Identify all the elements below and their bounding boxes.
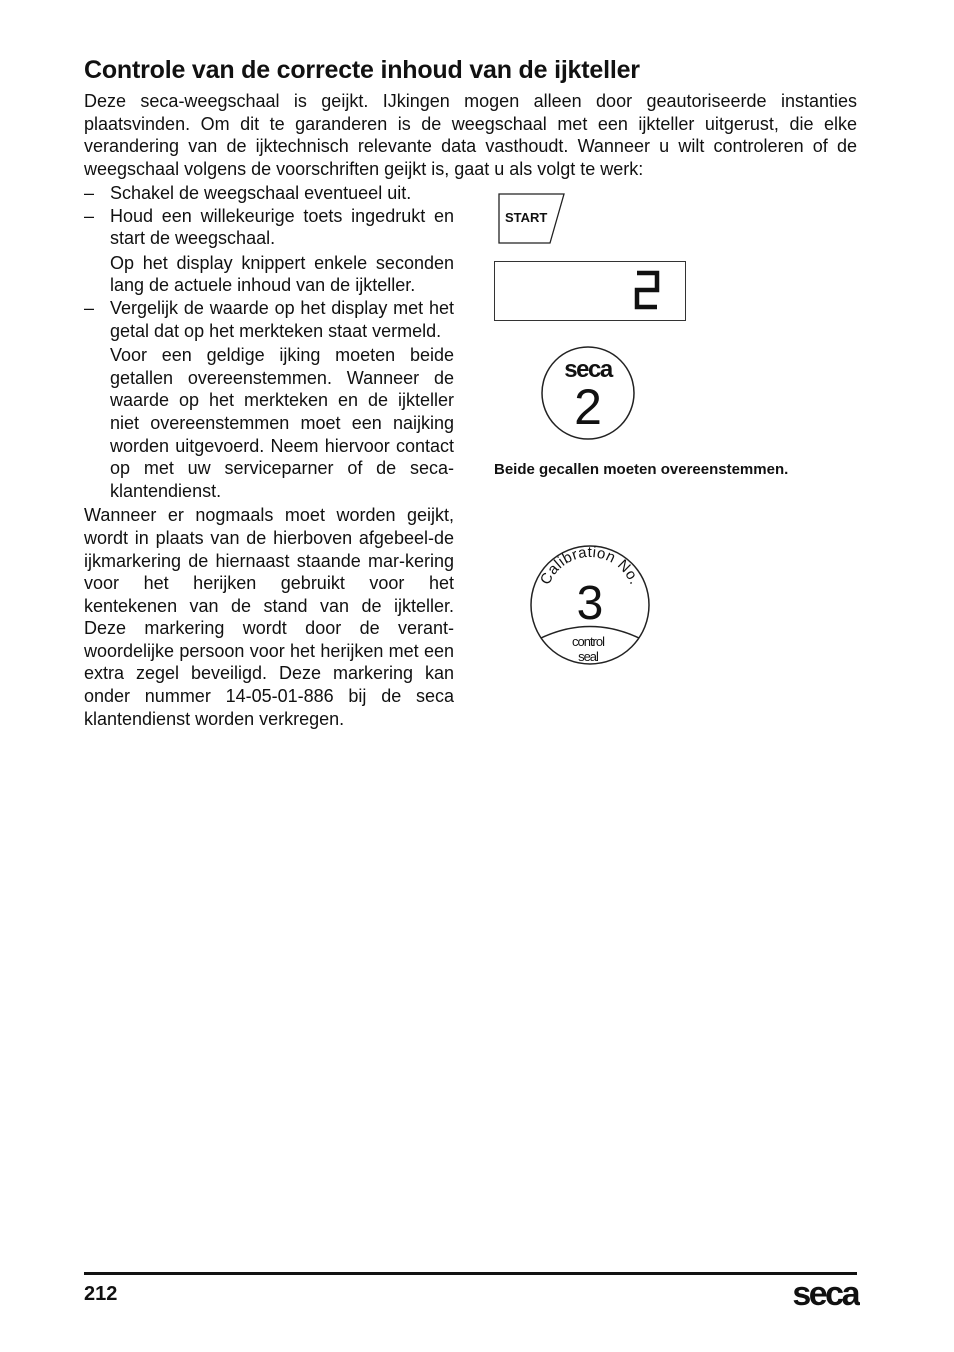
seal-arc-text: Calibration No.: [536, 543, 644, 588]
dash-bullet: –: [84, 205, 95, 226]
seca-logo: [780, 1272, 860, 1312]
step-item: [84, 182, 454, 205]
step-text: Vergelijk de waarde op het display met het getal dat op het merkteken staat vermeld.: [110, 297, 454, 341]
seal-control-text: control: [571, 634, 605, 649]
step-item: [84, 297, 454, 342]
step-text: Houd een willekeurige toets ingedrukt en start de weegschaal.: [110, 205, 454, 249]
dash-bullet: –: [84, 297, 95, 318]
start-button-illustration: [498, 193, 568, 245]
intro-paragraph: Deze seca-weegschaal is geijkt. IJkingen mogen alleen door geautoriseerde instanties plaatsvinden. Om dit te garanderen is de weegschaal met een ijkteller uitgerust, die elke verandering van de ijktechnisch relevante data vasthoudt. Wanneer u wilt controleren of de weegschaal volgens de voorschriften geijkt is, gaat u als volgt te werk:: [84, 91, 857, 179]
step-note: Op het display knippert enkele seconden lang de actuele inhoud van de ijkteller.: [110, 252, 454, 296]
brand-text: seca: [792, 1275, 858, 1312]
step-item: [84, 205, 454, 250]
seal-number: 2: [574, 379, 602, 435]
seal-brand: seca: [564, 356, 612, 383]
display-value: [685, 262, 686, 263]
dash-bullet: –: [84, 183, 95, 203]
seal-seal-text: seal: [578, 649, 598, 664]
start-label: START: [505, 210, 548, 225]
step-note: Voor een geldige ijking moeten beide getallen overeenstemmen. Wanneer de waarde op het merkteken en de ijkteller niet overeenstemmen moet een naijking worden uitgevoerd. Neem hiervoor contact op met uw serviceparner of de seca-klantendienst.: [110, 345, 454, 501]
footer-divider: [84, 1272, 857, 1275]
page-title: Controle van de correcte inhoud van de ijkteller: [84, 56, 640, 84]
figure-caption: Beide gecallen moeten overeenstemmen.: [494, 461, 789, 478]
instructions-column: [84, 182, 454, 730]
seven-segment-digit: [495, 262, 685, 320]
closing-paragraph: Wanneer er nogmaals moet worden geijkt, wordt in plaats van de hierboven afgebeel-de ijkmarkering de hiernaast staande mar-kering voor het herijken gebruikt voor het kentekenen van de stand van de ijkteller. Deze markering wordt door de verant-woordelijke persoon voor het herijken met een extra zegel beveiligd. Deze markering kan onder nummer 14-05-01-886 bij de seca klantendienst worden verkregen.: [84, 505, 454, 729]
display-illustration: [494, 261, 686, 321]
seal-number: 3: [576, 577, 604, 630]
page-number: 212: [84, 1283, 118, 1305]
step-text: Schakel de weegschaal eventueel uit.: [110, 183, 412, 203]
seca-seal-icon: [540, 344, 638, 444]
calibration-seal-icon: [528, 543, 652, 667]
